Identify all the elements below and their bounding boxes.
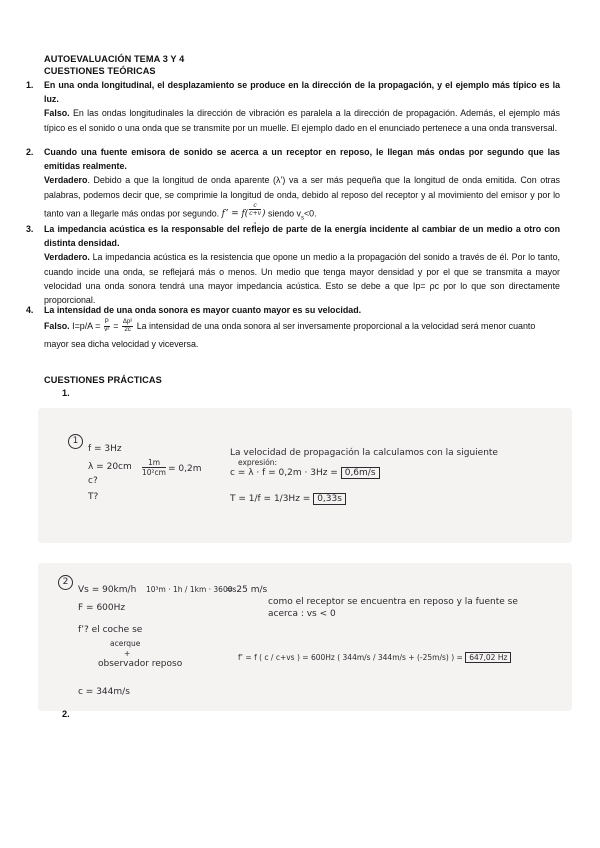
question-statement: Cuando una fuente emisora de sonido se acerca a un receptor en reposo, le llegan más ondas por segundo que las emitidas realmente.	[44, 147, 560, 172]
answer-text: La intensidad de una onda sonora al ser inversamente proporcional a la velocidad será menor cuanto mayor sea dicha velocidad y viceversa.	[44, 321, 536, 350]
theory-question-1	[26, 78, 560, 135]
handwritten-solution-2: 2 Vs = 90km/h 10³m · 1h / 1km · 3600s = 25 m/s F = 600Hz f’? el coche se acerque + observador reposo c = 344m/s como el receptor se encuentra en reposo y la fuente se acerca : vs < 0 f’ = f ( c / c+vs ) = 600Hz ( 344m/s / 344m/s + (-25m/s) ) = 647,02 Hz	[38, 563, 572, 711]
result-box-t: 0,33s	[313, 493, 346, 505]
handwritten-solution-1: 1 f = 3Hz λ = 20cm 1m 10²cm = 0,2m c? T? La velocidad de propagación la calculamos con la siguiente expresión: c = λ · f = 0,2m · 3Hz = 0,6m/s T = 1/f = 1/3Hz = 0,33s	[38, 408, 572, 543]
question-statement: En una onda longitudinal, el desplazamiento se produce en la dirección de la propagación, y el ejemplo más típico es la luz.	[44, 80, 560, 105]
intensity-fraction-1: $\frac{P}{\text{v²}}$	[104, 319, 110, 334]
theory-question-3	[26, 222, 560, 307]
answer-verdict: Verdadero	[44, 175, 88, 186]
answer-verdict: Falso.	[44, 321, 70, 332]
question-number: 1.	[26, 80, 34, 90]
question-statement: La intensidad de una onda sonora es mayor cuanto mayor es su velocidad.	[44, 305, 362, 315]
answer-verdict: Falso.	[44, 108, 70, 119]
section-heading-theory: CUESTIONES TEÓRICAS	[44, 66, 156, 76]
result-box-f: 647,02 Hz	[465, 652, 511, 663]
question-number: 2.	[26, 147, 34, 157]
question-number: 4.	[26, 305, 34, 315]
question-answer	[44, 250, 560, 307]
answer-text: En las ondas longitudinales la dirección de vibración es paralela a la dirección de propagación. Además, el ejemplo más típico es el sonido o una onda que se transmite por un muelle. El ejemplo dado en el enunciado pertenece a una onda transversal.	[44, 108, 560, 133]
problem-number-circle: 1	[68, 434, 83, 449]
answer-verdict: Verdadero.	[44, 252, 90, 263]
question-answer: Falso. I=p/A = $\frac{P}{\text{v²}}$ = $\frac{\text{Δp²}}{2c}$ La intensidad de una onda sonora al ser inversamente proporcional a la velocidad será menor cuanto mayor sea dicha velocidad y viceversa.	[44, 319, 536, 350]
question-statement: La impedancia acústica es la responsable del reflejo de parte de la energía incidente al cambiar de un medio a otro con distinta densidad.	[44, 224, 560, 249]
theory-question-2	[26, 145, 560, 226]
practice-item-1-label: 1.	[62, 388, 70, 398]
theory-question-4	[26, 303, 560, 353]
question-number: 3.	[26, 224, 34, 234]
result-box-c: 0,6m/s	[341, 467, 380, 479]
intensity-fraction-2: $\frac{\text{Δp²}}{2c}$	[122, 319, 133, 334]
unit-conversion: 1m 10²cm	[142, 458, 166, 477]
question-answer	[44, 106, 560, 134]
question-answer: Verdadero. Debido a que la longitud de onda aparente (λ’) va a ser más pequeña que la longitud de onda emitida. Con otras palabras, podemos decir que, se comprimie la longitud de onda, debido al reposo del receptor y al movimiento del emisor y por lo tanto van a llegarle más ondas por segundo. f’ = f( c c+v $_s$ ) siendo $v_s<0$.	[44, 175, 560, 225]
section-heading-practice: CUESTIONES PRÁCTICAS	[44, 375, 162, 385]
doppler-formula: f’ = f( c c+v $_s$ )	[221, 201, 266, 225]
answer-text: La impedancia acústica es la resistencia que opone un medio a la propagación del sonido a través de él. Por lo tanto, cuando incide una onda, se reflejará más o menos. Un medio que tenga mayor densidad y por el que se transmita a mayor velocidad una onda sonora tendrá una mayor impedancia acústica. Esto se debe a que Ip= ρc por lo que son directamente proporcional.	[44, 252, 560, 306]
document-title: AUTOEVALUACIÓN TEMA 3 Y 4	[44, 54, 185, 64]
problem-number-circle: 2	[58, 575, 73, 590]
practice-item-2-label: 2.	[62, 709, 70, 719]
answer-text: . Debido a que la longitud de onda aparente (λ’) va a ser más pequeña que la longitud de onda emitida. Con otras palabras, podemos decir que, se comprimie la longitud de onda, debido al reposo del receptor y al movimiento del emisor y por lo tanto van a llegarle más ondas por segundo.	[44, 175, 560, 219]
